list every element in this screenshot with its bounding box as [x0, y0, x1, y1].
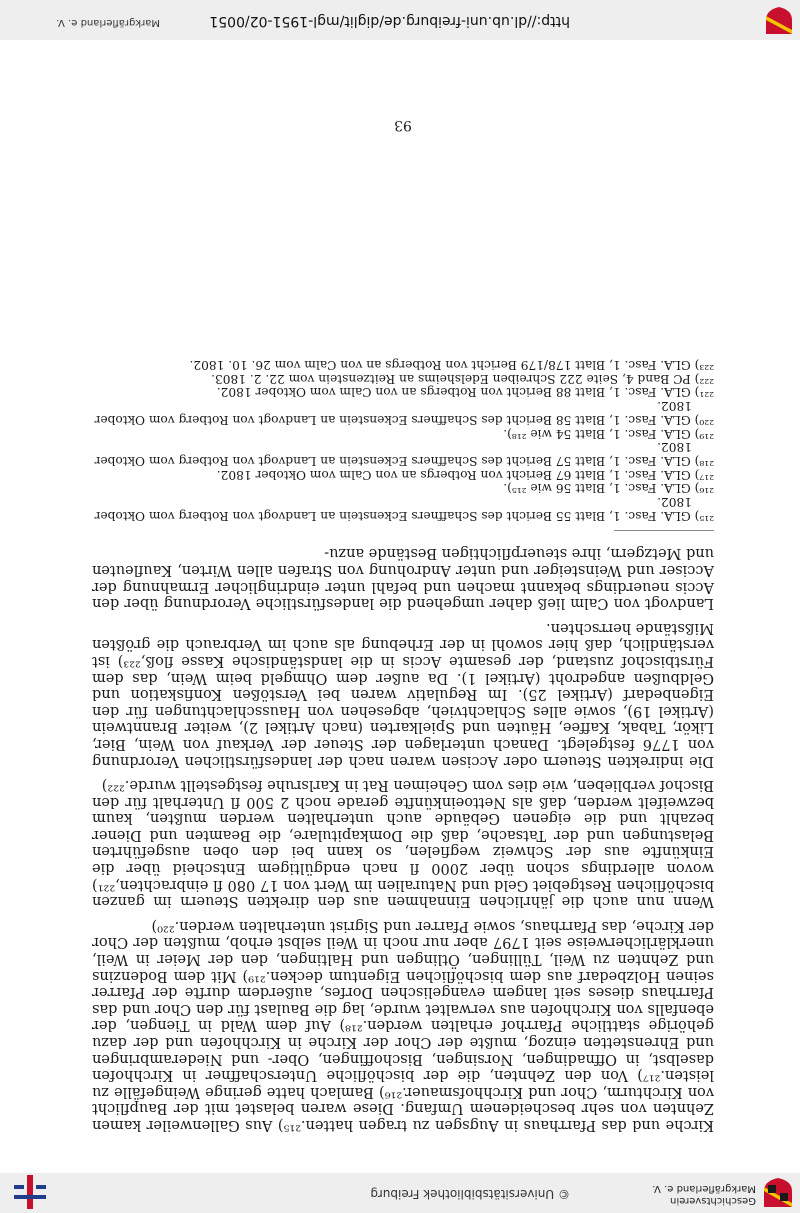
- footnote: ²²²) PC Band 4, Seite 222 Schreiben Edelsheims an Reitzenstein vom 22. 2. 1803.: [211, 371, 714, 386]
- footer-bar: [0, 0, 800, 40]
- permalink-url[interactable]: http://dl.ub.uni-freiburg.de/diglit/mgl-1951-02/0051: [209, 13, 570, 29]
- copyright-text: © Universitätsbibliothek Freiburg: [370, 1187, 570, 1201]
- footnote: ²¹⁹) GLA. Fasc. 1, Blatt 54 wie ²¹⁸).: [503, 426, 714, 441]
- footnote: ²¹⁵) GLA. Fasc. 1, Blatt 55 Bericht des Schaffners Eckenstein an Landvogt von Rotberg vom Oktober 1802.: [94, 495, 714, 523]
- document-page: [0, 40, 800, 1173]
- society-line-2: Markgräflerland e. V.: [652, 1183, 756, 1194]
- footnote: ²²¹) GLA. Fasc. 1, Blatt 88 Bericht von Rotbergs an von Calm vom Oktober 1802.: [216, 385, 714, 400]
- footnote: ²¹⁶) GLA. Fasc. 1, Blatt 56 wie ²¹⁵).: [503, 481, 714, 496]
- footnotes: [92, 357, 714, 521]
- header-bar: [0, 1173, 800, 1213]
- society-line-1: Geschichtsverein: [670, 1195, 756, 1206]
- society-logo-icon: [762, 1177, 794, 1209]
- paragraph: Kirche und das Pfarrhaus in Augsgen zu tragen hatten.²¹⁵) Aus Gallenweiler kamen Zehnten von sehr bescheidenem Umfang. Diese waren belastet mit der Baupflicht von Kirchturm, Chor und Kirchhofsmauer.²¹⁶) Bamlach hatte geringe Weingefälle zu leisten.²¹⁷) Von den Zehnten, die der bischöfliche Unterschaffner in Kirchhofen daselbst, in Offnadingen, Norsingen, Bischoffingen, Ober- und Niederambringen und Ehrenstetten einzog, mußte der Chor der Kirche in Kirchhofen und der dazu gehörige stattliche Pfarrhof erhalten werden.²¹⁸) Auf dem Wald in Tiengen, der ebenfalls von Kirchhofen aus verwaltet wurde, lag die Baulast für den Chor und das Pfarrhaus dieses seit langem evangelischen Dorfes, außerdem durfte der Pfarrer seinen Holzbedarf aus dem bischöflichen Eigentum decken.²¹⁹) Mit dem Bodenzins und Zehnten zu Weil, Tüllingen, Ötlingen und Haltingen, den der Meier in Weil, unerklärlicherweise seit 1797 aber nur noch in Weil selbst erhob, mußten der Chor der Kirche, das Pfarrhaus, sowie Pfarrer und Sigrist unterhalten werden.²²⁰): [92, 917, 714, 1133]
- page-text: [92, 117, 714, 1133]
- footnote-divider: [614, 530, 714, 531]
- paragraph: Landvogt von Calm ließ daher umgehend die landesfürstliche Verordnung über den Accis neuerdings bekannt machen und befahl unter eindringlicher Ermahnung der Acciser und Weinsteiger und unter Androhung von Strafen allen Wirten, Kaufleuten und Metzgern, ihre steuerpflichtigen Bestände anzu-: [92, 545, 714, 612]
- footnote: ²¹⁷) GLA. Fasc. 1, Blatt 67 Bericht von Rotbergs an von Calm vom Oktober 1802.: [216, 467, 714, 482]
- page-number: 93: [394, 117, 412, 133]
- society-name: [652, 1182, 756, 1206]
- paragraph: Wenn nun auch die jährlichen Einnahmen aus den direkten Steuern im ganzen bischöflichen Restgebiet Geld und Naturalien im Wert von 17 080 fl einbrachten,²²¹) wovon allerdings schon über 2000 fl nach endgültigem Entscheid über die Einkünfte aus der Schweiz wegfielen, so kann bei den oben ausgeführten Belastungen und der Tatsache, daß die Domkapitulare, die Beamten und Diener bezahlt und die eigenen Gebäude auch unterhalten werden mußten, kaum bezweifelt werden, daß als Nettoeinkünfte gerade noch 2 500 fl Unterhalt für den Bischof verblieben, wie dies vom Geheimen Rat in Karlsruhe festgestellt wurde.²²²): [92, 777, 714, 910]
- society-logo-icon: [764, 6, 794, 36]
- body-text: [92, 545, 714, 1133]
- paragraph: Die indirekten Steuern oder Accisen waren nach der landesfürstlichen Verordnung von 1776 festgelegt. Danach unterlagen der Steuer der Verkauf von Wein, Bier, Likör, Tabak, Kaffee, Häuten und Spielkarten (nach Artikel 2), weiter Branntwein (Artikel 19), sowie alles Schlachtvieh, abgesehen von Hausschlachtungen für den Eigenbedarf (Artikel 25). Im Regulativ waren bei Verstößen Konfiskation und Geldbußen angedroht (Artikel 1). Da außer dem Ohmgeld beim Wein, das dem Fürstbischof zustand, der gesamte Accis in die landständische Kasse floß,²²³) ist verständlich, daß hier sowohl in der Erhebung als auch im Verbrauch die größten Mißstände herrschten.: [92, 619, 714, 769]
- footer-society-name: Markgräflerland e. V.: [56, 17, 160, 28]
- university-library-logo-icon: [10, 1175, 50, 1209]
- footnote: ²¹⁸) GLA. Fasc. 1, Blatt 57 Bericht des Schaffners Eckenstein an Landvogt von Rotberg vom Oktober 1802.: [94, 440, 714, 468]
- footnote: ²²⁰) GLA. Fasc. 1, Blatt 58 Bericht des Schaffners Eckenstein an Landvogt von Rotberg vom Oktober 1802.: [94, 399, 714, 427]
- footnote: ²²³) GLA. Fasc. 1, Blatt 178/179 Bericht von Rotbergs an von Calm vom 26. 10. 1802.: [189, 358, 714, 373]
